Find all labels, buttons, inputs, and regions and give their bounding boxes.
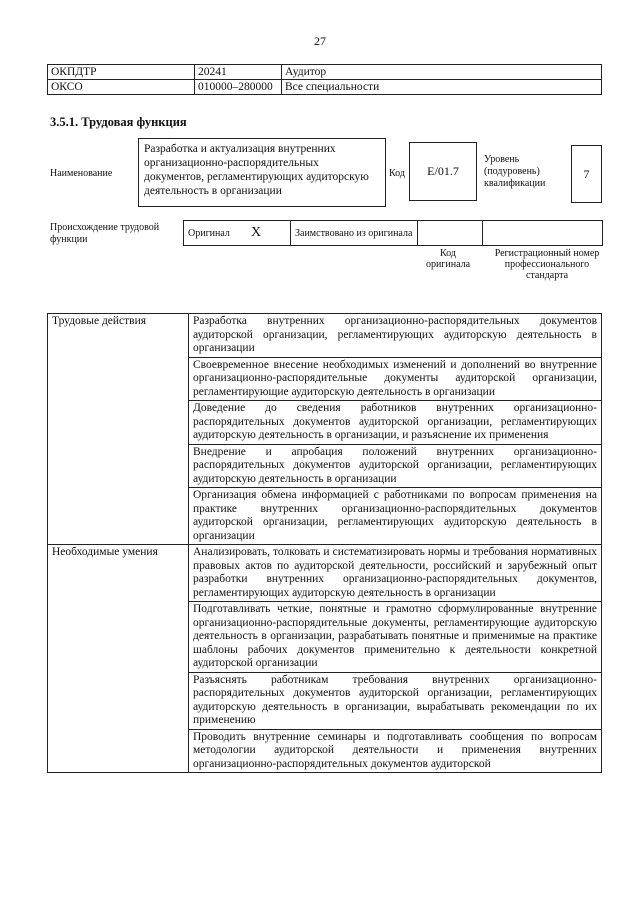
table-row [48,80,602,95]
origin-table [183,220,603,246]
borrowed-label: Заимствовано из оригинала [291,221,418,246]
skill-item: Подготавливать четкие, понятные и грамотно сформулированные внутренние организационно-распорядительные документы, регламентирующие аудиторскую деятельность в организации, разрабатывать понятные и применимые на практике шаблоны рабочих документов применительно к деятельности конкретной аудиторской организации [189,602,602,673]
skill-item: Проводить внутренние семинары и подготавливать сообщения по вопросам методологии аудиторской деятельности и применения внутренних организационно-распорядительных документов аудиторской [189,729,602,773]
action-item: Своевременное внесение необходимых изменений и дополнений во внутренние организационно-распорядительные документы аудиторской организации, регламентирующие аудиторскую деятельность в организации [189,357,602,401]
desc-cell: Аудитор [282,65,602,80]
skills-label: Необходимые умения [48,545,189,773]
function-name: Разработка и актуализация внутренних организационно-распорядительных документов, регламентирующих аудиторскую деятельность в организации [138,138,386,207]
desc-cell: Все специальности [282,80,602,95]
function-details-table [47,313,602,773]
value-cell: 20241 [195,65,282,80]
code-cell: ОКПДТР [48,65,195,80]
origin-code-cell [418,221,483,246]
classifier-codes-table [47,64,602,95]
actions-label: Трудовые действия [48,314,189,545]
origin-reg-cell [483,221,603,246]
qualification-level: 7 [571,145,602,203]
table-row [48,545,602,602]
section-title: 3.5.1. Трудовая функция [50,115,187,129]
action-item: Организация обмена информацией с работниками по вопросам применения на практике внутренних организационно-распорядительных документов аудиторской организации, регламентирующих аудиторскую деятельность в организации [189,488,602,545]
origin-reg-caption: Регистрационный номер профессионального стандарта [494,248,600,281]
action-item: Разработка внутренних организационно-распорядительных документов аудиторской организации, регламентирующих аудиторскую деятельность в организации [189,314,602,358]
value-cell: 010000–280000 [195,80,282,95]
origin-label: Происхождение трудовой функции [50,222,160,245]
skill-item: Анализировать, толковать и систематизировать нормы и требования нормативных правовых актов по аудиторской деятельности, российский и зарубежный опыт разработки внутренних организационно-распорядительных документов, регламентирующих аудиторскую деятельность в организации [189,545,602,602]
action-item: Внедрение и апробация положений внутренних организационно-распорядительных документов аудиторской организации, регламентирующих аудиторскую деятельность в организации [189,444,602,488]
name-label: Наименование [50,168,113,179]
code-label: Код [389,168,405,179]
code-cell: ОКСО [48,80,195,95]
level-label: Уровень (подуровень) квалификации [484,154,546,189]
original-label: Оригинал [184,221,248,246]
origin-code-caption: Код оригинала [425,248,471,270]
skill-item: Разъяснять работникам требования внутренних организационно-распорядительных документов аудиторской организации, регламентирующих аудиторскую деятельность в организации, вырабатывать рекомендации по их применению [189,672,602,729]
original-mark: X [247,221,291,246]
page-number: 27 [314,34,326,48]
action-item: Доведение до сведения работников внутренних организационно-распорядительных документов аудиторской организации, регламентирующих аудиторскую деятельность в организации, и разъяснение их применения [189,401,602,445]
table-row [48,314,602,358]
table-row [184,221,603,246]
table-row [48,65,602,80]
function-code: E/01.7 [409,142,477,201]
